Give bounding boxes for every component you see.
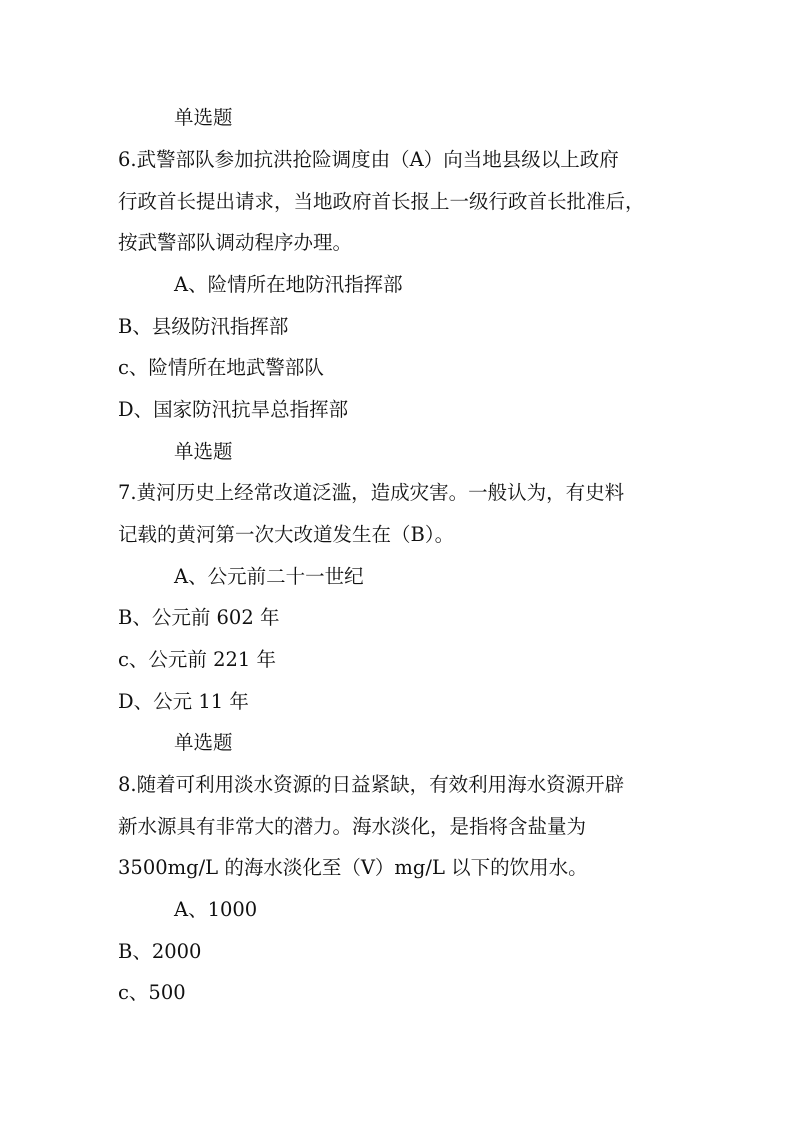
- question-stem-line: 3500mg/L 的海水淡化至（V）mg/L 以下的饮用水。: [118, 856, 588, 879]
- option-b: B、县级防汛指挥部: [118, 315, 289, 338]
- question-stem-line: 新水源具有非常大的潜力。海水淡化，是指将含盐量为: [118, 815, 587, 838]
- question-stem-line: 按武警部队调动程序办理。: [118, 231, 353, 254]
- option-a: A、1000: [174, 898, 258, 921]
- option-c: c、险情所在地武警部队: [118, 356, 324, 379]
- question-stem-line: 记载的黄河第一次大改道发生在（B）。: [118, 523, 455, 546]
- question-stem-line: 6.武警部队参加抗洪抢险调度由（A）向当地县级以上政府: [118, 148, 619, 171]
- option-c: c、500: [118, 981, 186, 1004]
- question-stem-line: 8.随着可利用淡水资源的日益紧缺，有效利用海水资源开辟: [118, 773, 625, 796]
- option-d: D、公元 11 年: [118, 690, 249, 713]
- option-c: c、公元前 221 年: [118, 648, 277, 671]
- question-type-label: 单选题: [174, 440, 233, 463]
- option-b: B、公元前 602 年: [118, 606, 280, 629]
- question-stem-line: 行政首长提出请求，当地政府首长报上一级行政首长批准后，: [118, 190, 645, 213]
- option-a: A、险情所在地防汛指挥部: [174, 273, 403, 296]
- question-type-label: 单选题: [174, 731, 233, 754]
- option-a: A、公元前二十一世纪: [174, 565, 364, 588]
- option-b: B、2000: [118, 940, 202, 963]
- question-stem-line: 7.黄河历史上经常改道泛滥，造成灾害。一般认为，有史料: [118, 481, 625, 504]
- option-d: D、国家防汛抗旱总指挥部: [118, 398, 349, 421]
- question-type-label: 单选题: [174, 106, 233, 129]
